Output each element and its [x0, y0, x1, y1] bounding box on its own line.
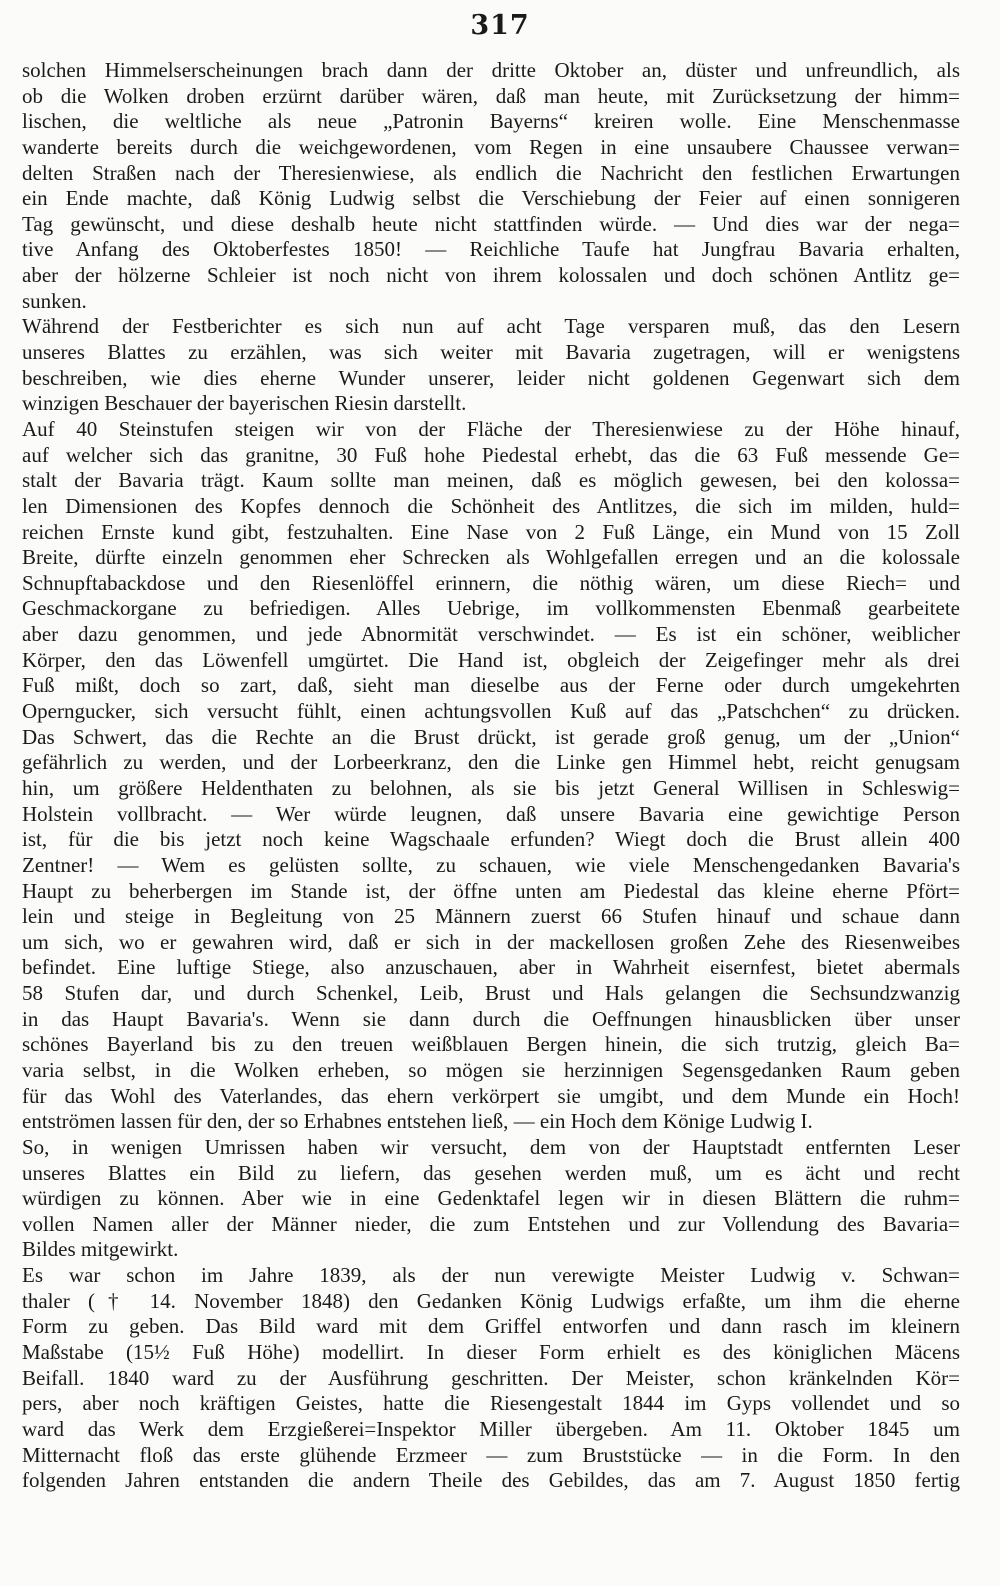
text-line: aber dazu genommen, und jede Abnormität verschwindet. — Es ist ein schöner, weiblicher [22, 622, 960, 647]
text-line: Auf 40 Steinstufen steigen wir von der Fläche der Theresienwiese zu der Höhe hinauf, [22, 416, 960, 441]
text-line: um sich, wo er gewahren wird, daß er sich in der mackellosen großen Zehe des Riesenweibes [22, 929, 960, 954]
text-line: Form zu geben. Das Bild ward mit dem Griffel entworfen und dann rasch im kleinern [22, 1314, 960, 1339]
text-line: Fuß mißt, doch so zart, daß, sieht man dieselbe aus der Ferne oder durch umgekehrten [22, 673, 960, 698]
text-line: unseres Blattes ein Bild zu liefern, das gesehen werden muß, um es ächt und recht [22, 1160, 960, 1185]
page-number: 317 [470, 10, 530, 41]
text-line: tive Anfang des Oktoberfestes 1850! — Reichliche Taufe hat Jungfrau Bavaria erhalten, [22, 237, 960, 262]
text-line: ist, für die bis jetzt noch keine Wagschaale erfunden? Wiegt doch die Brust allein 400 [22, 827, 960, 852]
text-line: Beifall. 1840 ward zu der Ausführung geschritten. Der Meister, schon kränkelnden Kör= [22, 1365, 960, 1390]
text-line: Breite, dürfte einzeln genommen eher Schrecken als Wohlgefallen erregen und an die kolossale [22, 545, 960, 570]
text-line: ward das Werk dem Erzgießerei=Inspektor Miller übergeben. Am 11. Oktober 1845 um [22, 1416, 960, 1441]
text-line: Tag gewünscht, und diese deshalb heute nicht stattfinden würde. — Und dies war der nega= [22, 211, 960, 236]
text-line: len Dimensionen des Kopfes dennoch die Schönheit des Antlitzes, die sich im milden, huld= [22, 493, 960, 518]
text-line: unseres Blattes zu erzählen, was sich weiter mit Bavaria zugetragen, will er wenigstens [22, 340, 960, 365]
text-line: wanderte bereits durch die weichgewordenen, vom Regen in eine unsaubere Chaussee verwan= [22, 134, 960, 159]
text-line: reichen Ernste kund gibt, festzuhalten. Eine Nase von 2 Fuß Länge, ein Mund von 15 Zoll [22, 519, 960, 544]
text-line: aber der hölzerne Schleier ist noch nicht von ihrem kolossalen und doch schönen Antlitz ge= [22, 263, 960, 288]
text-line: winzigen Beschauer der bayerischen Riesin darstellt. [22, 391, 467, 416]
text-line: folgenden Jahren entstanden die andern Theile des Gebildes, das am 7. August 1850 fertig [22, 1468, 960, 1493]
text-line: So, in wenigen Umrissen haben wir versucht, dem von der Hauptstadt entfernten Leser [22, 1134, 960, 1159]
text-line: thaler († 14. November 1848) den Gedanken König Ludwigs erfaßte, um ihm die eherne [22, 1288, 960, 1313]
article-body [22, 58, 960, 1494]
text-line: pers, aber noch kräftigen Geistes, hatte die Riesengestalt 1844 im Gyps vollendet und so [22, 1391, 960, 1416]
text-line: 58 Stufen dar, und durch Schenkel, Leib, Brust und Hals gelangen die Sechsundzwanzig [22, 981, 960, 1006]
text-line: Schnupftabackdose und den Riesenlöffel erinnern, die nöthig wären, um diese Riech= und [22, 570, 960, 595]
text-line: Körper, den das Löwenfell umgürtet. Die Hand ist, obgleich der Zeigefinger mehr als drei [22, 647, 960, 672]
text-line: Es war schon im Jahre 1839, als der nun verewigte Meister Ludwig v. Schwan= [22, 1263, 960, 1288]
text-line: schönes Bayerland bis zu den treuen weißblauen Bergen hinein, die sich trutzig, gleich Ba= [22, 1032, 960, 1057]
text-line: varia selbst, in die Wolken erheben, so mögen sie herzinnigen Segensgedanken Raum geben [22, 1057, 960, 1082]
text-line: Operngucker, sich versucht fühlt, einen achtungsvollen Kuß auf das „Patschchen“ zu drücken. [22, 699, 960, 724]
text-line: hin, um größere Heldenthaten zu belohnen, als sie bis jetzt General Willisen in Schleswig= [22, 775, 960, 800]
text-line: in das Haupt Bavaria's. Wenn sie dann durch die Oeffnungen hinausblicken über unser [22, 1006, 960, 1031]
text-line: solchen Himmelserscheinungen brach dann der dritte Oktober an, düster und unfreundlich, als [22, 58, 960, 82]
text-line: Mitternacht floß das erste glühende Erzmeer — zum Bruststücke — in die Form. In den [22, 1442, 960, 1467]
text-line: Maßstabe (15½ Fuß Höhe) modellirt. In dieser Form erhielt es des königlichen Mäcens [22, 1340, 960, 1365]
text-line: Holstein vollbracht. — Wer würde leugnen, daß unsere Bavaria eine gewichtige Person [22, 801, 960, 826]
text-line: Haupt zu beherbergen im Stande ist, der öffne unten am Piedestal das kleine eherne Pfört= [22, 878, 960, 903]
text-line: entströmen lassen für den, der so Erhabnes entstehen ließ, — ein Hoch dem Könige Ludwig I. [22, 1109, 813, 1134]
text-line: beschreiben, wie dies eherne Wunder unserer, leider nicht goldenen Gegenwart sich dem [22, 365, 960, 390]
text-line: delten Straßen nach der Theresienwiese, als endlich die Nachricht den festlichen Erwartungen [22, 160, 960, 185]
text-line: ein Ende machte, daß König Ludwig selbst die Verschiebung der Feier auf einen sonnigeren [22, 186, 960, 211]
text-line: Das Schwert, das die Rechte an die Brust drückt, ist gerade groß genug, um der „Union“ [22, 724, 960, 749]
text-line: lein und steige in Begleitung von 25 Männern zuerst 66 Stufen hinauf und schaue dann [22, 904, 960, 929]
text-line: Geschmackorgane zu befriedigen. Alles Uebrige, im vollkommensten Ebenmaß gearbeitete [22, 596, 960, 621]
text-line: auf welcher sich das granitne, 30 Fuß hohe Piedestal erhebt, das die 63 Fuß messende Ge= [22, 442, 960, 467]
text-line: gefährlich zu werden, und der Lorbeerkranz, den die Linke gen Himmel hebt, reicht genugsam [22, 750, 960, 775]
text-line: stalt der Bavaria trägt. Kaum sollte man meinen, daß es möglich gewesen, bei den kolossa= [22, 468, 960, 493]
text-line: sunken. [22, 288, 87, 313]
text-line: befindet. Eine luftige Stiege, also anzuschauen, aber in Wahrheit eisernfest, bietet abermals [22, 955, 960, 980]
text-line: lischen, die weltliche als neue „Patronin Bayerns“ kreiren wolle. Eine Menschenmasse [22, 109, 960, 134]
text-line: Bildes mitgewirkt. [22, 1237, 179, 1262]
text-line: ob die Wolken droben erzürnt darüber wären, daß man heute, mit Zurücksetzung der himm= [22, 83, 960, 108]
text-line: würdigen zu können. Aber wie in eine Gedenktafel legen wir in diesen Blättern die ruhm= [22, 1186, 960, 1211]
text-line: für das Wohl des Vaterlandes, das ehern verkörpert sie umgibt, und dem Munde ein Hoch! [22, 1083, 960, 1108]
text-line: vollen Namen aller der Männer nieder, die zum Entstehen und zur Vollendung des Bavaria= [22, 1211, 960, 1236]
text-line: Zentner! — Wem es gelüsten sollte, zu schauen, wie viele Menschengedanken Bavaria's [22, 852, 960, 877]
text-line: Während der Festberichter es sich nun auf acht Tage versparen muß, das den Lesern [22, 314, 960, 339]
